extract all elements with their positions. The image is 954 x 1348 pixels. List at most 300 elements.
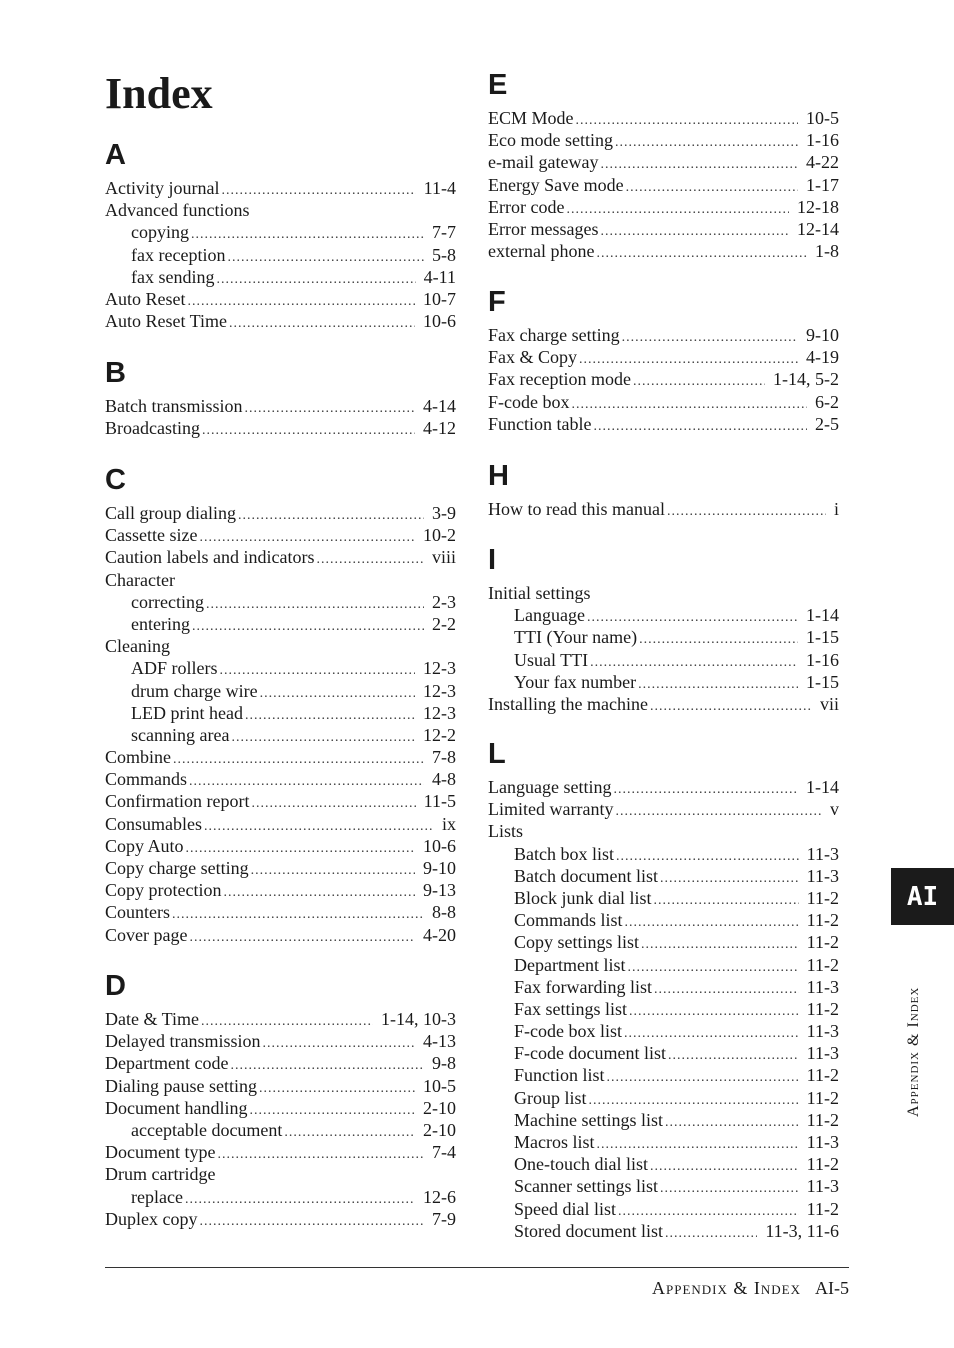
dot-leader bbox=[199, 1211, 424, 1233]
index-entry bbox=[488, 240, 839, 262]
entry-term: Fax charge setting bbox=[488, 325, 620, 345]
entry-page: 1-14, 5-2 bbox=[773, 369, 839, 390]
dot-leader bbox=[216, 269, 415, 291]
index-section-c bbox=[105, 463, 456, 946]
index-entry bbox=[488, 498, 839, 520]
index-entry bbox=[105, 288, 456, 310]
index-entry bbox=[488, 107, 839, 129]
entry-page: 12-18 bbox=[797, 196, 839, 217]
index-entry bbox=[488, 174, 839, 196]
dot-leader bbox=[259, 1078, 415, 1100]
section-letter: I bbox=[488, 544, 497, 576]
dot-leader bbox=[650, 696, 812, 718]
entry-term: Fax reception mode bbox=[488, 369, 631, 390]
entry-page: 11-4 bbox=[423, 178, 456, 198]
index-entry bbox=[105, 768, 456, 790]
entry-page: 3-9 bbox=[432, 503, 456, 523]
chapter-tab-label: Appendix & Index bbox=[905, 986, 922, 1117]
entry-term: acceptable document bbox=[131, 1119, 283, 1140]
entry-page: 11-2 bbox=[806, 1065, 839, 1086]
entry-term: Speed dial list bbox=[514, 1198, 616, 1219]
entry-term: Copy Auto bbox=[105, 835, 184, 856]
entry-term: fax sending bbox=[131, 266, 215, 287]
index-subentry bbox=[488, 1087, 839, 1109]
entry-term: Lists bbox=[488, 821, 524, 842]
dot-leader bbox=[641, 934, 799, 956]
entry-term: e-mail gateway bbox=[488, 152, 599, 173]
dot-leader bbox=[667, 501, 826, 523]
index-entry bbox=[488, 776, 839, 798]
entry-term: Usual TTI bbox=[514, 649, 589, 670]
entry-term: Initial settings bbox=[488, 583, 591, 603]
index-subentry bbox=[488, 649, 839, 671]
dot-leader bbox=[217, 1144, 424, 1166]
entry-page: 4-19 bbox=[806, 347, 839, 368]
dot-leader bbox=[622, 327, 798, 349]
entry-page: 6-2 bbox=[815, 391, 839, 412]
entry-page: 5-8 bbox=[432, 244, 456, 265]
index-section-b bbox=[105, 356, 456, 439]
index-entry bbox=[105, 177, 456, 199]
entry-term: Copy settings list bbox=[514, 932, 640, 953]
entry-term: Error code bbox=[488, 196, 565, 217]
dot-leader bbox=[284, 1122, 415, 1144]
index-entry bbox=[105, 746, 456, 768]
dot-leader bbox=[566, 199, 789, 221]
entry-page: 2-5 bbox=[815, 413, 839, 434]
entry-page: 11-3 bbox=[806, 865, 839, 886]
dot-leader bbox=[251, 860, 415, 882]
index-subentry bbox=[105, 657, 456, 679]
index-entry bbox=[105, 524, 456, 546]
dot-leader bbox=[245, 398, 416, 420]
entry-term: Commands list bbox=[514, 910, 623, 931]
dot-leader bbox=[626, 177, 798, 199]
dot-leader bbox=[654, 979, 799, 1001]
section-letter: A bbox=[105, 139, 126, 171]
entry-page: 8-8 bbox=[432, 902, 456, 923]
entry-page: 4-20 bbox=[423, 924, 456, 945]
entry-page: 2-10 bbox=[423, 1097, 456, 1118]
entry-page: 11-2 bbox=[806, 932, 839, 953]
entry-term: Macros list bbox=[514, 1132, 595, 1152]
entry-page: 11-3 bbox=[806, 1043, 839, 1064]
entry-term: Document handling bbox=[105, 1097, 248, 1118]
entry-page: 12-2 bbox=[423, 724, 456, 745]
section-letter: F bbox=[488, 286, 506, 318]
entry-term: Character bbox=[105, 569, 175, 590]
entry-term: ECM Mode bbox=[488, 108, 574, 128]
entry-term: Block junk dial list bbox=[514, 887, 652, 908]
dot-leader bbox=[625, 912, 799, 934]
entry-page: 12-14 bbox=[797, 218, 839, 239]
entry-page: 4-22 bbox=[806, 152, 839, 173]
index-subentry bbox=[488, 931, 839, 953]
dot-leader bbox=[238, 505, 424, 527]
entry-page: 1-14 bbox=[806, 605, 839, 626]
entry-page: 1-15 bbox=[806, 627, 839, 648]
entry-page: 7-9 bbox=[432, 1208, 456, 1229]
entry-term: Document type bbox=[105, 1142, 216, 1163]
entry-page: i bbox=[833, 499, 839, 519]
entry-term: Function list bbox=[514, 1065, 605, 1086]
entry-term: Cover page bbox=[105, 924, 188, 945]
entry-page: 7-7 bbox=[432, 222, 456, 243]
entry-page: 2-10 bbox=[423, 1119, 456, 1140]
index-subentry bbox=[488, 909, 839, 931]
index-entry bbox=[105, 835, 456, 857]
entry-term: Batch box list bbox=[514, 843, 614, 864]
dot-leader bbox=[660, 868, 799, 890]
index-subentry bbox=[488, 1109, 839, 1131]
entry-page: 10-5 bbox=[423, 1075, 456, 1096]
entry-term: ADF rollers bbox=[131, 658, 218, 679]
entry-page: 12-3 bbox=[423, 702, 456, 723]
index-entry bbox=[105, 924, 456, 946]
entry-list bbox=[488, 107, 839, 262]
index-subentry bbox=[488, 954, 839, 976]
dot-leader bbox=[206, 594, 424, 616]
index-section-l bbox=[488, 737, 839, 1242]
entry-term: Auto Reset Time bbox=[105, 311, 228, 332]
footer-rule bbox=[105, 1267, 849, 1268]
entry-page: vii bbox=[819, 693, 839, 714]
entry-term: correcting bbox=[131, 591, 204, 612]
entry-page: 9-10 bbox=[806, 325, 839, 345]
dot-leader bbox=[185, 1189, 415, 1211]
entry-page: 11-3 bbox=[806, 1176, 839, 1197]
entry-page: ix bbox=[441, 813, 456, 834]
index-entry bbox=[105, 1163, 456, 1185]
entry-term: Language bbox=[514, 605, 585, 626]
dot-leader bbox=[571, 394, 807, 416]
entry-page: 12-6 bbox=[423, 1186, 456, 1207]
dot-leader bbox=[638, 674, 798, 696]
dot-leader bbox=[231, 727, 415, 749]
index-entry bbox=[105, 546, 456, 568]
index-subentry bbox=[488, 604, 839, 626]
entry-page: 11-2 bbox=[806, 887, 839, 908]
index-entry bbox=[105, 879, 456, 901]
dot-leader bbox=[230, 1055, 424, 1077]
dot-leader bbox=[260, 683, 415, 705]
index-subentry bbox=[488, 998, 839, 1020]
dot-leader bbox=[173, 749, 424, 771]
dot-leader bbox=[229, 313, 415, 335]
dot-leader bbox=[251, 793, 415, 815]
dot-leader bbox=[189, 927, 415, 949]
entry-page: 7-8 bbox=[432, 747, 456, 768]
entry-page: 11-2 bbox=[806, 1109, 839, 1130]
entry-page: 4-11 bbox=[423, 266, 456, 287]
entry-list bbox=[105, 1008, 456, 1230]
index-subentry bbox=[488, 1198, 839, 1220]
entry-page: 11-2 bbox=[806, 1198, 839, 1219]
index-subentry bbox=[488, 1064, 839, 1086]
entry-term: F-code box list bbox=[514, 1021, 622, 1042]
entry-list bbox=[105, 395, 456, 439]
entry-term: How to read this manual bbox=[488, 499, 665, 519]
entry-term: Function table bbox=[488, 413, 592, 434]
index-subentry bbox=[488, 865, 839, 887]
entry-page: 9-13 bbox=[423, 880, 456, 901]
index-section-h bbox=[488, 459, 839, 520]
dot-leader bbox=[665, 1223, 757, 1245]
entry-list bbox=[105, 177, 456, 332]
entry-page: viii bbox=[431, 547, 456, 568]
index-subentry bbox=[105, 680, 456, 702]
index-entry bbox=[488, 391, 839, 413]
index-section-e bbox=[488, 68, 839, 262]
entry-term: F-code document list bbox=[514, 1043, 666, 1064]
index-subentry bbox=[488, 1020, 839, 1042]
index-subentry bbox=[105, 702, 456, 724]
entry-page: 11-2 bbox=[806, 1154, 839, 1175]
entry-term: Drum cartridge bbox=[105, 1164, 216, 1185]
entry-page: 11-2 bbox=[806, 954, 839, 975]
dot-leader bbox=[593, 416, 807, 438]
entry-page: 11-3 bbox=[806, 843, 839, 864]
dot-leader bbox=[600, 154, 798, 176]
entry-term: Energy Save mode bbox=[488, 174, 624, 195]
entry-page: 12-3 bbox=[423, 658, 456, 679]
index-subentry bbox=[488, 1220, 839, 1242]
index-entry bbox=[488, 820, 839, 842]
entry-page: 1-15 bbox=[806, 671, 839, 692]
entry-page: 11-3 bbox=[806, 1132, 839, 1152]
entry-page: 7-4 bbox=[432, 1142, 456, 1163]
entry-page: 1-14 bbox=[806, 777, 839, 797]
dot-leader bbox=[650, 1156, 799, 1178]
entry-page: 4-12 bbox=[423, 418, 456, 439]
entry-term: Auto Reset bbox=[105, 288, 186, 309]
entry-term: Department code bbox=[105, 1053, 229, 1074]
entry-term: Counters bbox=[105, 902, 170, 923]
entry-list bbox=[488, 776, 839, 1242]
page-number: AI-5 bbox=[815, 1278, 849, 1298]
page-title: Index bbox=[105, 69, 213, 118]
entry-term: Limited warranty bbox=[488, 799, 614, 820]
entry-term: fax reception bbox=[131, 244, 226, 265]
index-entry bbox=[105, 1141, 456, 1163]
dot-leader bbox=[262, 1033, 415, 1055]
dot-leader bbox=[192, 616, 424, 638]
entry-page: 10-6 bbox=[423, 311, 456, 332]
index-entry bbox=[488, 196, 839, 218]
entry-page: 9-8 bbox=[432, 1053, 456, 1074]
entry-term: One-touch dial list bbox=[514, 1154, 648, 1175]
entry-term: Consumables bbox=[105, 813, 202, 834]
index-entry bbox=[105, 1030, 456, 1052]
index-subentry bbox=[105, 266, 456, 288]
entry-page: 10-2 bbox=[423, 525, 456, 546]
footer-section-name: Appendix & Index bbox=[652, 1278, 801, 1298]
entry-term: Duplex copy bbox=[105, 1208, 198, 1229]
section-letter: C bbox=[105, 464, 126, 496]
index-subentry bbox=[488, 671, 839, 693]
entry-term: Machine settings list bbox=[514, 1109, 663, 1130]
index-subentry bbox=[488, 626, 839, 648]
entry-term: Activity journal bbox=[105, 178, 220, 198]
entry-page: 11-2 bbox=[806, 1087, 839, 1108]
section-letter: D bbox=[105, 970, 126, 1002]
index-section-i bbox=[488, 543, 839, 715]
index-entry bbox=[488, 693, 839, 715]
dot-leader bbox=[221, 180, 415, 202]
entry-term: Call group dialing bbox=[105, 503, 236, 523]
index-entry bbox=[105, 1052, 456, 1074]
index-entry bbox=[105, 1097, 456, 1119]
entry-page: 10-6 bbox=[423, 835, 456, 856]
index-subentry bbox=[488, 1042, 839, 1064]
index-entry bbox=[105, 1008, 456, 1030]
entry-term: Fax & Copy bbox=[488, 347, 578, 368]
section-letter: E bbox=[488, 69, 508, 101]
index-entry bbox=[488, 218, 839, 240]
entry-term: Group list bbox=[514, 1087, 587, 1108]
entry-term: Broadcasting bbox=[105, 418, 200, 439]
index-subentry bbox=[105, 613, 456, 635]
dot-leader bbox=[596, 243, 807, 265]
entry-list bbox=[488, 498, 839, 520]
page-footer bbox=[652, 1278, 849, 1299]
section-letter: B bbox=[105, 357, 126, 389]
dot-leader bbox=[629, 1001, 799, 1023]
entry-term: Advanced functions bbox=[105, 200, 250, 221]
entry-term: Scanner settings list bbox=[514, 1176, 658, 1197]
entry-list bbox=[488, 324, 839, 435]
dot-leader bbox=[615, 801, 822, 823]
dot-leader bbox=[607, 1067, 799, 1089]
index-entry bbox=[105, 310, 456, 332]
index-entry bbox=[488, 368, 839, 390]
entry-page: 11-2 bbox=[806, 998, 839, 1019]
index-entry bbox=[105, 813, 456, 835]
entry-term: Your fax number bbox=[514, 671, 637, 692]
entry-page: 9-10 bbox=[423, 858, 456, 878]
entry-page: 1-14, 10-3 bbox=[381, 1009, 456, 1029]
dot-leader bbox=[223, 882, 415, 904]
dot-leader bbox=[316, 549, 424, 571]
entry-term: scanning area bbox=[131, 724, 230, 745]
dot-leader bbox=[191, 224, 424, 246]
entry-page: 4-13 bbox=[423, 1031, 456, 1052]
dot-leader bbox=[202, 420, 415, 442]
section-letter: L bbox=[488, 738, 506, 770]
chapter-tab: AI bbox=[891, 868, 954, 925]
entry-term: Cleaning bbox=[105, 636, 170, 657]
dot-leader bbox=[627, 957, 798, 979]
dot-leader bbox=[204, 816, 434, 838]
entry-page: 11-2 bbox=[806, 910, 839, 931]
index-entry bbox=[488, 151, 839, 173]
entry-term: Batch document list bbox=[514, 865, 658, 886]
entry-page: 10-5 bbox=[806, 108, 839, 128]
entry-page: v bbox=[830, 799, 839, 820]
entry-page: 11-3 bbox=[806, 976, 839, 997]
entry-term: Installing the machine bbox=[488, 693, 648, 714]
index-section-d bbox=[105, 969, 456, 1230]
entry-page: 4-14 bbox=[423, 396, 456, 416]
index-section-a bbox=[105, 138, 456, 332]
entry-term: Dialing pause setting bbox=[105, 1075, 257, 1096]
entry-term: copying bbox=[131, 222, 189, 243]
index-entry bbox=[105, 1075, 456, 1097]
dot-leader bbox=[613, 779, 798, 801]
entry-term: Confirmation report bbox=[105, 791, 250, 812]
index-entry bbox=[105, 1208, 456, 1230]
dot-leader bbox=[654, 890, 799, 912]
entry-list bbox=[488, 582, 839, 715]
entry-term: Error messages bbox=[488, 218, 599, 239]
entry-page: 11-3 bbox=[806, 1021, 839, 1042]
entry-term: entering bbox=[131, 613, 190, 634]
entry-page: 1-16 bbox=[806, 130, 839, 151]
entry-page: 1-16 bbox=[806, 649, 839, 670]
index-entry bbox=[488, 413, 839, 435]
index-subentry bbox=[488, 843, 839, 865]
entry-term: Copy protection bbox=[105, 880, 222, 901]
index-entry bbox=[105, 502, 456, 524]
entry-page: 2-3 bbox=[432, 591, 456, 612]
dot-leader bbox=[633, 371, 765, 393]
entry-term: Department list bbox=[514, 954, 626, 975]
entry-term: Cassette size bbox=[105, 525, 198, 546]
index-subentry bbox=[105, 221, 456, 243]
index-subentry bbox=[105, 1119, 456, 1141]
index-entry bbox=[105, 395, 456, 417]
index-entry bbox=[105, 901, 456, 923]
entry-page: 11-5 bbox=[423, 791, 456, 812]
entry-term: drum charge wire bbox=[131, 680, 258, 701]
index-entry bbox=[488, 324, 839, 346]
entry-page: 2-2 bbox=[432, 613, 456, 634]
index-subentry bbox=[105, 724, 456, 746]
section-letter: H bbox=[488, 460, 509, 492]
index-entry bbox=[105, 417, 456, 439]
index-entry bbox=[488, 798, 839, 820]
entry-term: Batch transmission bbox=[105, 396, 243, 416]
index-entry bbox=[105, 635, 456, 657]
dot-leader bbox=[639, 629, 798, 651]
entry-term: Delayed transmission bbox=[105, 1031, 261, 1052]
index-entry bbox=[105, 790, 456, 812]
entry-term: LED print head bbox=[131, 702, 243, 723]
entry-term: Commands bbox=[105, 769, 188, 790]
entry-term: F-code box bbox=[488, 391, 570, 412]
index-section-f bbox=[488, 285, 839, 435]
index-entry bbox=[105, 199, 456, 221]
index-subentry bbox=[105, 591, 456, 613]
dot-leader bbox=[665, 1112, 799, 1134]
entry-page: 10-7 bbox=[423, 288, 456, 309]
entry-term: Stored document list bbox=[514, 1220, 663, 1241]
index-entry bbox=[488, 582, 839, 604]
dot-leader bbox=[227, 247, 424, 269]
entry-term: replace bbox=[131, 1186, 183, 1207]
entry-page: 1-17 bbox=[806, 174, 839, 195]
entry-term: Fax settings list bbox=[514, 998, 628, 1019]
dot-leader bbox=[600, 221, 789, 243]
index-entry bbox=[488, 129, 839, 151]
entry-term: TTI (Your name) bbox=[514, 627, 638, 648]
index-subentry bbox=[488, 1131, 839, 1153]
index-subentry bbox=[488, 1175, 839, 1197]
index-entry bbox=[105, 857, 456, 879]
entry-term: Date & Time bbox=[105, 1009, 200, 1029]
index-subentry bbox=[488, 1153, 839, 1175]
dot-leader bbox=[245, 705, 415, 727]
